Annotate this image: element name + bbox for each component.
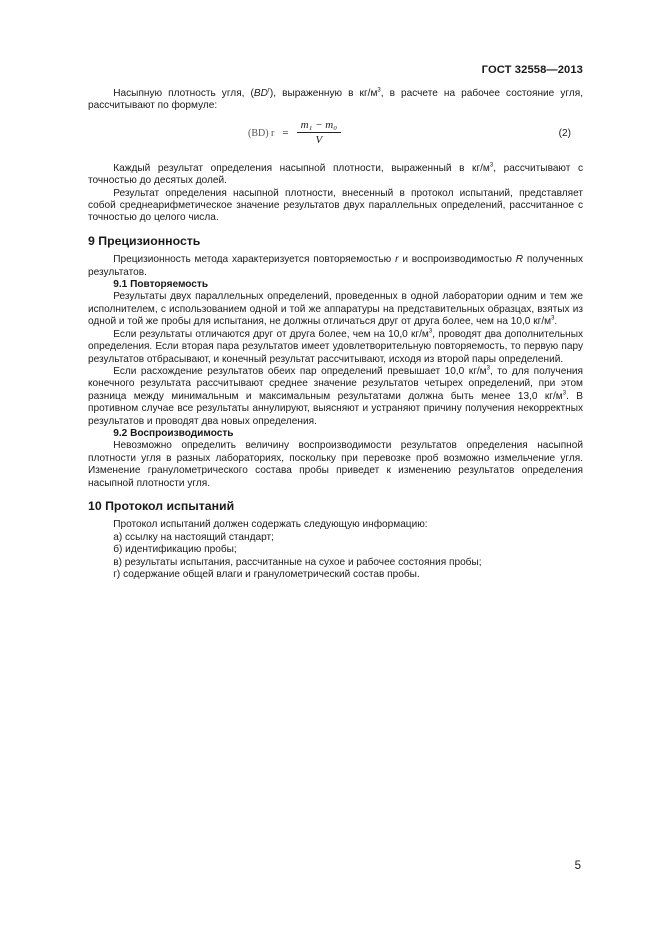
list-item: г) содержание общей влаги и гранулометрический состав пробы. xyxy=(113,569,420,580)
formula-number: (2) xyxy=(558,127,571,139)
section-9-title: 9 Прецизионность xyxy=(88,233,201,248)
protocol-list xyxy=(88,519,583,581)
section-10-title: 10 Протокол испытаний xyxy=(88,498,235,513)
document-code: ГОСТ 32558—2013 xyxy=(481,64,583,76)
formula-fraction xyxy=(297,119,341,147)
intro-paragraph: Насыпную плотность угля, $(BD^r)$, выраженную в $кг/м^3$, в расчете на рабочее состояние угля, рассчитывают по формуле: xyxy=(88,87,584,112)
formula-denominator: V xyxy=(315,134,323,147)
result-paragraph: Результат определения насыпной плотности, внесенный в протокол испытаний, представляет собой среднеарифметическое значение результатов двух параллельных определений, рассчитанное с точностью до целого числа. xyxy=(88,187,583,224)
bulk-density-formula xyxy=(248,119,341,147)
list-item: а) ссылку на настоящий стандарт; xyxy=(113,531,274,543)
subsection-9-1-title: 9.1 Повторяемость xyxy=(113,279,209,291)
formula-lhs: (BD) r xyxy=(248,127,275,139)
repeatability-paragraph-3: Если расхождение результатов обеих пар определений превышает 10,0 $кг/м^3$, то для получения конечного результата рассчитывают среднее значение результатов четырех определений, при этом разница между минимальным и максимальным результатами должна быть менее 13,0 $кг/м^3$. В противном случае все результаты аннулируют, выясняют и устраняют причину получения некорректных результатов и проводят два новых определения. xyxy=(88,365,583,427)
protocol-intro: Протокол испытаний должен содержать следующую информацию: xyxy=(113,519,428,531)
reproducibility-paragraph: Невозможно определить величину воспроизводимости результатов определения насыпной плотности угля в разных лабораториях, поскольку при перевозке проб возможно измельчение угля. Изменение гранулометрического состава пробы приведет к изменению результатов определения насыпной плотности угля. xyxy=(88,440,583,489)
formula-numerator: m₁ − m₀ xyxy=(297,119,341,133)
page-content xyxy=(88,88,583,581)
formula-block xyxy=(88,119,583,159)
list-item: б) идентификацию пробы; xyxy=(113,544,237,556)
repeatability-paragraph-1: Результаты двух параллельных определений, проведенных в одной лаборатории одним и тем же исполнителем, с использованием одной и той же аппаратуры на представительных образцах, взятых из одной и той же пробы для испытания, не должны отличаться друг от друга более, чем на 10,0 $кг/м^3$. xyxy=(88,291,583,328)
formula-equals: = xyxy=(282,126,289,139)
precision-paragraph: Прецизионность метода характеризуется повторяемостью r и воспроизводимостью R полученных результатов. xyxy=(88,254,584,278)
page-number: 5 xyxy=(574,860,581,872)
rounding-paragraph: Каждый результат определения насыпной плотности, выраженный в $кг/м^3$, рассчитывают с точностью до десятых долей. xyxy=(88,162,584,187)
list-item: в) результаты испытания, рассчитанные на сухое и рабочее состояния пробы; xyxy=(113,556,482,568)
repeatability-paragraph-2: Если результаты отличаются друг от друга более, чем на 10,0 $кг/м^3$, проводят два дополнительных определения. Если вторая пара результатов имеет удовлетворительную повторяемость, то первую пару результатов отбрасывают, и конечный результат рассчитывают, исходя из второй пары определений. xyxy=(88,328,583,365)
subsection-9-2-title: 9.2 Воспроизводимость xyxy=(113,427,234,439)
